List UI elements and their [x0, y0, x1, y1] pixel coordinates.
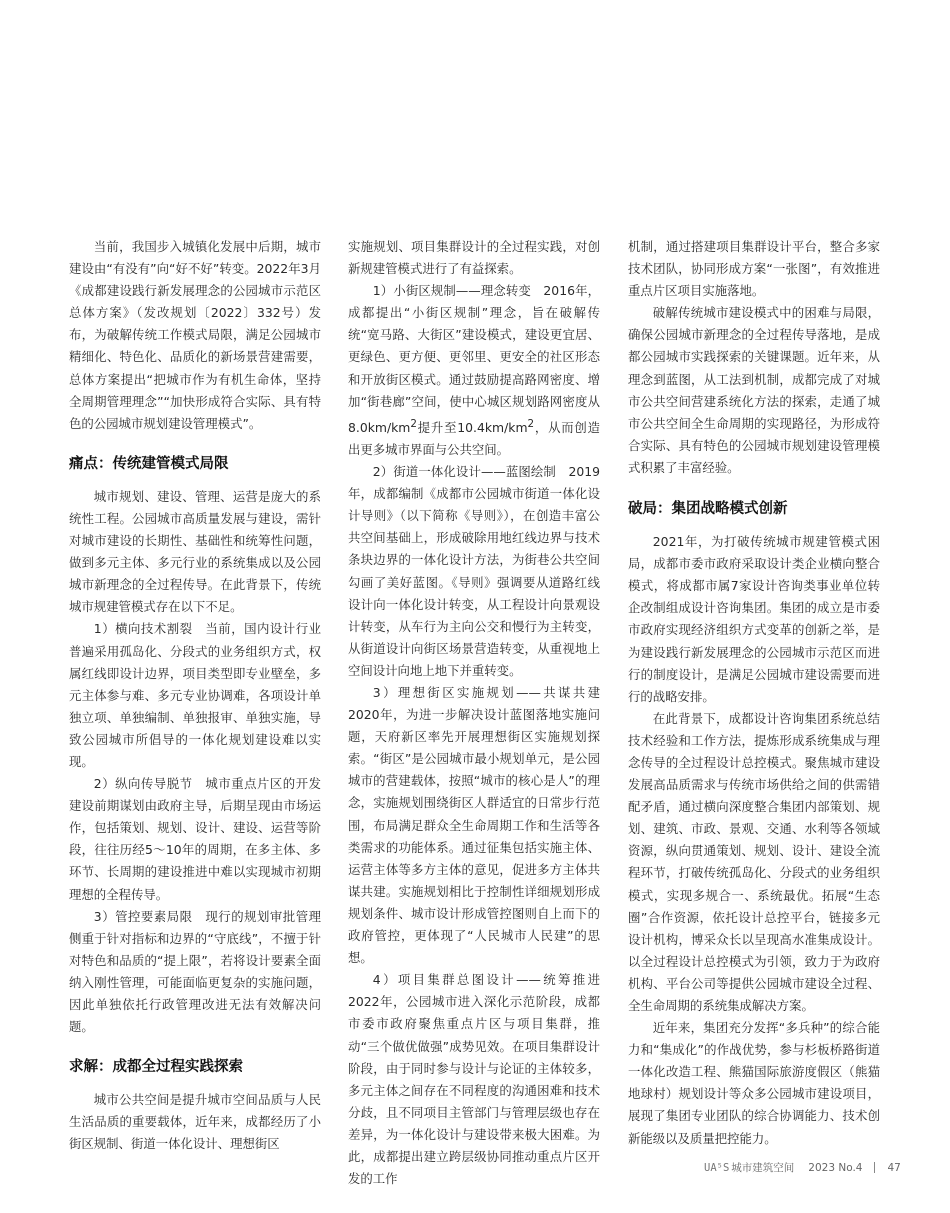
superscript: 2: [527, 417, 535, 430]
text-run: 1）小街区规制——理念转变 2016年，成都提出“小街区规制”理念，旨在破解传统“宽马路、大街区”建设模式，建设更宜居、更绿色、更方便、更邻里、更安全的社区形态和开放街区模式。通过鼓励提高路网密度、增加“街巷廊”空间，使中心城区规划路网密度从8.0km/km: [348, 283, 600, 435]
section-heading-breakthrough: 破局：集团战略模式创新: [628, 501, 788, 518]
superscript: 2: [410, 417, 417, 430]
page-number: 47: [887, 1161, 901, 1174]
paragraph-ideal-block: 3）理想街区实施规划——共谋共建 2020年，为进一步解决设计蓝图落地实施问题，天府新区率先开展理想街区实施规划探索。“街区”是公园城市最小规划单元，是公园城市的营建载体，按照“城市的核心是人”的理念，实施规划围绕街区人群适宜的日常步行范围，布局满足群众全生命周期工作和生活等各类需求的功能体系。通过征集包括实施主体、运营主体等多方主体的意见，促进多方主体共谋共建。实施规划相比于控制性详细规划形成规划条件、城市设计形成管控图则自上而下的政府管控，更体现了“人民城市人民建”的思想。: [348, 685, 613, 966]
paragraph-intro: 当前，我国步入城镇化发展中后期，城市建设由“有没有”向“好不好”转变。2022年3月《成都建设践行新发展理念的公园城市示范区总体方案》（发改规划〔2022〕332号）发布，为破解传统工作模式局限，满足公园城市精细化、特色化、品质化的新场景营建需要，总体方案提出“把城市作为有机生命体，坚持全周期管理理念”“加快形成符合实际、具有特色的公园城市规划建设管理模式”。: [69, 239, 321, 431]
paragraph-project-cluster: 4）项目集群总图设计——统筹推进 2022年，公园城市进入深化示范阶段，成都市委市政府聚焦重点片区与项目集群，推动“三个做优做强”成势见效。在项目集群设计阶段，由于同时参与设计与论证的主体较多，多元主体之间存在不同程度的沟通困难和技术分歧，且不同项目主管部门与管理层级也存在差异，为一体化设计与建设带来极大困难。为此，成都提出建立跨层级协同推动重点片区开发的工作: [348, 972, 613, 1187]
paragraph-vertical-transmission: 2）纵向传导脱节 城市重点片区的开发建设前期谋划由政府主导，后期呈现由市场运作，包括策划、规划、设计、建设、运营等阶段，往往历经5～10年的周期，在多主体、多环节、长周期的建设推进中难以实现城市初期理想的全程传导。: [69, 776, 321, 902]
section-heading-solution: 求解：成都全过程实践探索: [69, 1059, 243, 1076]
paragraph-pain-intro: 城市规划、建设、管理、运营是庞大的系统性工程。公园城市高质量发展与建设，需针对城市建设的长期性、基础性和统筹性问题，做到多元主体、多元行业的系统集成以及公园城市新理念的全过程传导。在此背景下，传统城市规建管模式存在以下不足。: [69, 488, 321, 615]
paragraph-public-space: 城市公共空间是提升城市空间品质与人民生活品质的重要载体，近年来，成都经历了小街区规制、街道一体化设计、理想街区: [69, 1092, 321, 1152]
paragraph-continued: 实施规划、项目集群设计的全过程实践，对创新规建管模式进行了有益探索。: [348, 239, 600, 277]
paragraph-control-limits: 3）管控要素局限 现行的规划审批管理侧重于针对指标和边界的“守底线”，不擅于针对特色和品质的“提上限”，若将设计要素全面纳入刚性管理，可能面临更复杂的实施问题，因此单独依托行政管理改进无法有效解决问题。: [69, 908, 321, 1035]
paragraph-recent-projects: 近年来，集团充分发挥“多兵种”的综合能力和“集成化”的作战优势，参与杉板桥路街道一体化改造工程、熊猫国际旅游度假区（熊猫地球村）规划设计等众多公园城市建设项目，展现了集团专业团队的综合协调能力、技术创新能级以及质量把控能力。: [628, 1020, 880, 1146]
page-footer: [704, 1160, 901, 1175]
journal-name: 城市建筑空间: [731, 1162, 795, 1174]
text-run: ，从而创造出更多城市界面与公共空间。: [348, 419, 600, 457]
paragraph-total-control: 在此背景下，成都设计咨询集团系统总结技术经验和工作方法，提炼形成系统集成与理念传导的全过程设计总控模式。聚焦城市建设发展高品质需求与传统市场供给之间的供需错配矛盾，通过横向深度整合集团内部策划、规划、建筑、市政、景观、交通、水利等各领域资源，纵向贯通策划、规划、设计、建设全流程环节，打破传统孤岛化、分段式的业务组织模式，实现多规合一、系统最优。拓展“生态圈”合作资源，依托设计总控平台，链接多元设计机构，博采众长以呈现高水准集成设计。以全过程设计总控模式为引领，致力于为政府机构、平台公司等提供公园城市建设全过程、全生命周期的系统集成解决方案。: [628, 710, 880, 1013]
text-column-3: [628, 236, 880, 1150]
paragraph-horizontal-split: 1）横向技术割裂 当前，国内设计行业普遍采用孤岛化、分段式的业务组织方式，权属红线即设计边界，项目类型即专业壁垒，多元主体参与难、多元专业协调难，各项设计单独立项、单独编制、单独报审、单独实施，导致公园城市所倡导的一体化规划建设难以实现。: [69, 621, 321, 769]
issue-number: 2023 No.4: [808, 1161, 863, 1174]
paragraph-street-design: 2）街道一体化设计——蓝图绘制 2019年，成都编制《成都市公园城市街道一体化设计导则》（以下简称《导则》），在创造丰富公共空间基础上，形成破除用地红线边界与技术条块边界的一体化设计方法，为街巷公共空间勾画了美好蓝图。《导则》强调要从道路红线设计向一体化设计转变，从工程设计向景观设计转变，从车行为主向公交和慢行为主转变，从街道设计向街区场景营造转变，从重视地上空间设计向地上地下并重转变。: [348, 464, 600, 678]
text-column-2: [348, 236, 613, 1190]
journal-logo: UA⁵S: [704, 1161, 730, 1174]
text-run: 提升至10.4km/km: [416, 419, 528, 435]
paragraph-continued: 机制，通过搭建项目集群设计平台，整合多家技术团队，协同形成方案“一张图”，有效推进重点片区项目实施落地。: [628, 239, 880, 299]
text-column-1: [69, 236, 321, 1155]
paragraph-key-topic: 破解传统城市建设模式中的困难与局限，确保公园城市新理念的全过程传导落地，是成都公园城市实践探索的关键课题。近年来，从理念到蓝图，从工法到机制，成都完成了对城市公共空间营建系统化方法的探索，走通了城市公共空间全生命周期的实现路径，为形成符合实际、具有特色的公园城市规划建设管理模式积累了丰富经验。: [628, 305, 880, 475]
section-heading-pain-points: 痛点：传统建管模式局限: [69, 455, 229, 472]
footer-divider: [874, 1162, 875, 1173]
paragraph-group-founding: 2021年，为打破传统城市规建管模式困局，成都市委市政府采取设计类企业横向整合模式，将成都市属7家设计咨询类事业单位转企改制组成设计咨询集团。集团的成立是市委市政府实现经济组织方式变革的创新之举，是为建设践行新发展理念的公园城市示范区而进行的制度设计，是满足公园城市建设需要而进行的战略安排。: [628, 534, 880, 704]
paragraph-small-block: [348, 280, 600, 461]
